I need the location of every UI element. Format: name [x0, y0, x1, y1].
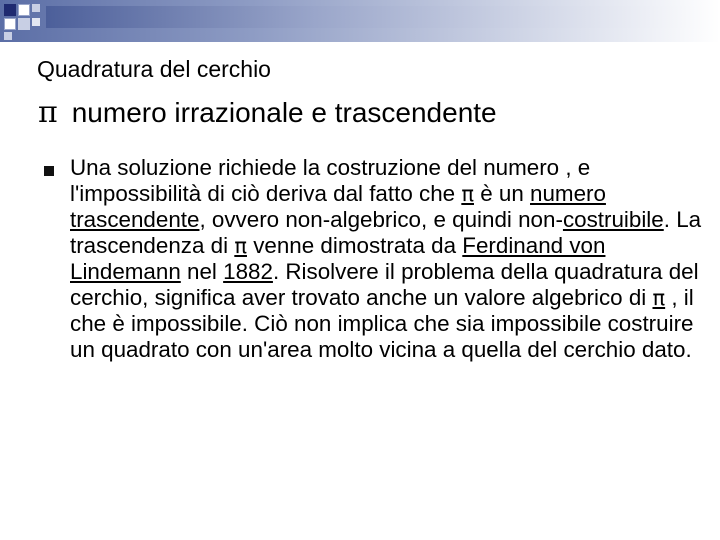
pi-link[interactable]: π: [234, 234, 247, 258]
decorative-square: [18, 18, 30, 30]
pi-symbol: π: [38, 95, 58, 130]
costruibile-link[interactable]: costruibile: [562, 207, 664, 232]
heading-text: numero irrazionale e trascendente: [71, 97, 497, 128]
year-1882-link[interactable]: 1882: [223, 259, 273, 284]
body-text-segment: , ovvero non-algebrico, e quindi non-: [199, 207, 563, 232]
pi-link[interactable]: π: [461, 182, 474, 206]
pi-link[interactable]: π: [652, 286, 666, 310]
body-text-segment: , il che è impossibile. Ciò non implica che sia impossibile costruire un quadrato con un'area molto vicina a quella del cerchio dato.: [70, 285, 694, 362]
header-gradient-bar: [46, 6, 720, 28]
body-text-segment: . La trascendenza di: [70, 207, 702, 258]
decorative-square: [18, 4, 30, 16]
decorative-square: [4, 4, 16, 16]
decorative-square: [4, 32, 12, 40]
slide-heading: [38, 96, 497, 130]
bullet-paragraph: [70, 155, 710, 363]
body-text-segment: . Risolvere il problema della quadratura del cerchio, significa aver trovato anche un valore algebrico di: [70, 259, 699, 310]
decorative-square: [32, 4, 40, 12]
decorative-square: [4, 18, 16, 30]
square-bullet-icon: [44, 166, 54, 176]
slide-subtitle: Quadratura del cerchio: [37, 56, 271, 82]
numero-trascendente-link[interactable]: numero trascendente: [70, 181, 606, 232]
body-text-segment: nel: [180, 259, 224, 284]
lindemann-link[interactable]: Ferdinand von Lindemann: [70, 233, 606, 284]
body-text-segment: venne dimostrata da: [246, 233, 463, 258]
body-text-segment: Una soluzione richiede la costruzione del numero , e l'impossibilità di ciò deriva dal fatto che: [70, 155, 591, 206]
slide-header-band: [0, 0, 720, 42]
body-text-segment: è un: [473, 181, 531, 206]
decorative-square: [32, 18, 40, 26]
